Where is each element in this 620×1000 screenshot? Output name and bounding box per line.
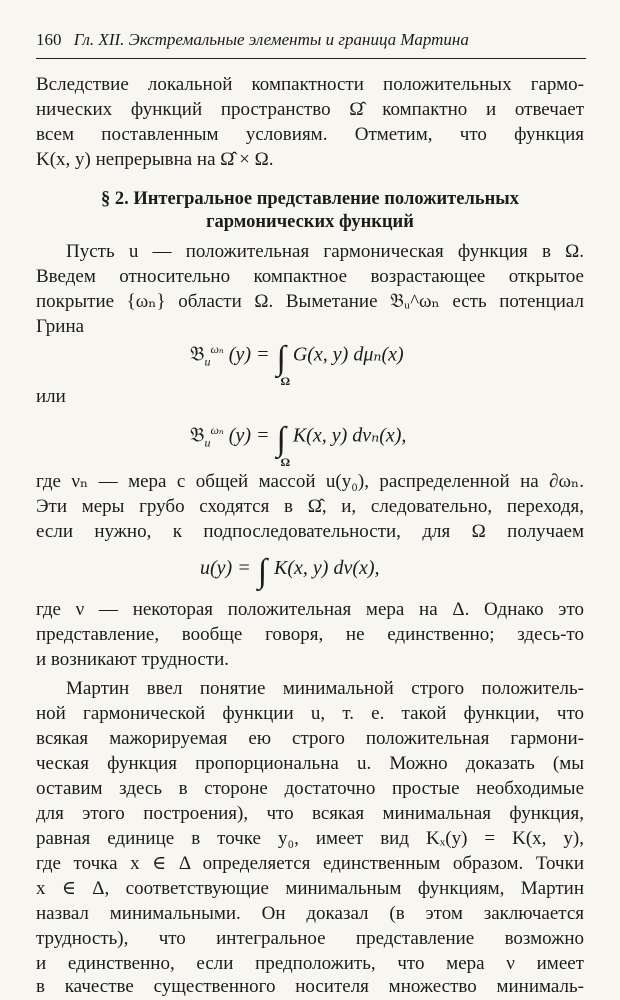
- section-heading-line: гармонических функций: [206, 212, 414, 232]
- formula-arg: (y) =: [228, 424, 270, 447]
- formula-integrand: K(x, y) dν(x),: [274, 557, 380, 579]
- text-line: ной гармонической функции u, т. е. такой функции, что: [36, 703, 584, 724]
- running-header: [36, 30, 584, 50]
- formula-subscript: u: [204, 354, 211, 369]
- text-line: где νₙ — мера с общей массой u(y₀), распределенной на ∂ωₙ.: [36, 471, 584, 492]
- formula-integral-representation: [200, 553, 380, 590]
- text-line: равная единице в точке y₀, имеет вид Kₓ(y) = K(x, y),: [36, 828, 584, 849]
- text-line: x ∈ Δ, соответствующие минимальным функциям, Мартин: [36, 878, 584, 899]
- integration-domain: Ω: [280, 373, 291, 388]
- section-heading-line: § 2. Интегральное представление положительных: [101, 189, 519, 209]
- text-line: K(x, y) непрерывна на Ω̂ × Ω.: [36, 149, 274, 170]
- text-line: Эти меры грубо сходятся в Ω̂, и, следовательно, переходя,: [36, 496, 584, 517]
- formula-integrand: K(x, y) dνₙ(x),: [292, 424, 407, 447]
- formula-integrand: G(x, y) dμₙ(x): [292, 343, 404, 366]
- text-line: и возникают трудности.: [36, 649, 230, 670]
- running-title: Гл. XII. Экстремальные элементы и граница Мартина: [73, 30, 469, 49]
- sweep-symbol: 𝔅: [190, 343, 205, 366]
- text-line: если нужно, к подпоследовательности, для Ω получаем: [36, 521, 584, 542]
- formula-lhs: u(y) =: [200, 557, 251, 579]
- text-line: оставим здесь в стороне достаточно простые необходимые: [36, 778, 584, 799]
- integration-domain: Ω: [280, 454, 291, 469]
- text-line: и единственно, если предположить, что мера ν имеет: [36, 953, 584, 974]
- header-rule: [36, 58, 586, 59]
- text-line: Мартин ввел понятие минимальной строго положитель-: [66, 678, 584, 699]
- text-line: ческая функция пропорциональна u. Можно доказать (мы: [36, 753, 584, 774]
- text-line: Пусть u — положительная гармоническая функция в Ω.: [66, 241, 584, 262]
- text-line: представление, вообще говоря, не единственно; здесь-то: [36, 624, 584, 645]
- page-number: 160: [36, 30, 62, 49]
- text-line: Введем относительно компактное возрастающее открытое: [36, 266, 584, 287]
- formula-green-potential: [190, 337, 404, 388]
- text-line: Вследствие локальной компактности положительных гармо-: [36, 74, 584, 95]
- text-line: где ν — некоторая положительная мера на Δ. Однако это: [36, 599, 584, 620]
- text-line: покрытие {ωₙ} области Ω. Выметание 𝔅ᵤ^ωₙ есть потенциал: [36, 291, 584, 312]
- text-line: всякая мажорируемая ею строго положительная гармони-: [36, 728, 584, 749]
- integral-sign: ∫: [276, 420, 286, 458]
- sweep-symbol: 𝔅: [190, 424, 205, 447]
- text-line: в качестве существенного носителя множество минималь-: [36, 976, 584, 997]
- text-line: назвал минимальными. Он доказал (в этом заключается: [36, 903, 584, 924]
- text-line: Грина: [36, 316, 85, 337]
- formula-superscript: ωₙ: [210, 423, 224, 437]
- text-line: трудность), что интегральное представление возможно: [36, 928, 584, 949]
- text-line: нических функций пространство Ω̂ компактно и отвечает: [36, 99, 584, 120]
- text-line: всем поставленным условиям. Отметим, что функция: [36, 124, 584, 145]
- integral-sign: ∫: [257, 553, 268, 590]
- formula-superscript: ωₙ: [210, 342, 224, 356]
- formula-martin-kernel: [190, 418, 407, 469]
- text-line: или: [36, 386, 66, 407]
- text-line: где точка x ∈ Δ определяется единственным образом. Точки: [36, 853, 584, 874]
- formula-arg: (y) =: [228, 343, 270, 366]
- integral-sign: ∫: [276, 339, 286, 377]
- text-line: для этого построения), что всякая минимальная функция,: [36, 803, 584, 824]
- formula-subscript: u: [204, 435, 211, 450]
